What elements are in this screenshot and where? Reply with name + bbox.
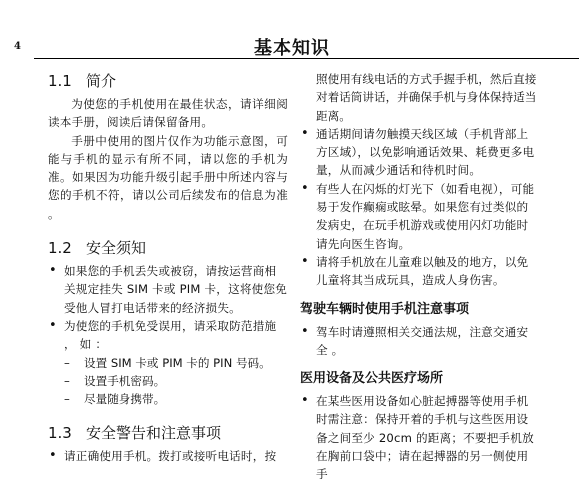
list-item: • 如果您的手机丢失或被窃，请按运营商相关规定挂失 SIM 卡或 PIM 卡，这将使您免受他人冒打电话带来的经济损失。 [48, 262, 288, 317]
section-heading-safety [48, 237, 288, 259]
list-item: • 请将手机放在儿童难以触及的地方，以免儿童将其当成玩具，造成人身伤害。 [300, 253, 537, 290]
right-column [300, 70, 537, 484]
page-title: 基本知识 [254, 38, 330, 59]
warnings-list-continued [300, 125, 537, 290]
section-heading-warnings [48, 422, 288, 444]
sub-list-item: – 设置手机密码。 [48, 372, 288, 390]
medical-list [300, 392, 537, 483]
page-number: 4 [14, 41, 21, 52]
section-title: 安全须知 [86, 239, 147, 258]
intro-paragraph-1: 为使您的手机使用在最佳状态，请详细阅读本手册，阅读后请保留备用。 [48, 97, 288, 130]
sub-list-item: – 设置 SIM 卡或 PIM 卡的 PIN 号码。 [48, 354, 288, 372]
section-number: 1.1 [48, 72, 72, 90]
header-rule [34, 58, 579, 59]
section-number: 1.2 [48, 239, 72, 258]
list-item: • 有些人在闪烁的灯光下（如看电视），可能易于发作癫痫或眩晕。如果您有过类似的发病史，在玩手机游戏或使用闪灯功能时请先向医生咨询。 [300, 180, 537, 253]
section-title: 安全警告和注意事项 [86, 424, 222, 443]
section-heading-intro [48, 70, 288, 92]
list-item: • 为使您的手机免受误用，请采取防范措施 ， 如 ： [48, 317, 288, 354]
left-column [48, 70, 288, 466]
list-item: • 驾车时请遵照相关交通法规，注意交通安全 。 [300, 323, 537, 360]
intro-paragraph-2: 手册中使用的图片仅作为功能示意图，可能与手机的显示有所不同，请以您的手机为准。如果因为功能升级引起手册中所述内容与您的手机不符，请以公司后续发布的信息为准 。 [48, 133, 288, 221]
safety-list [48, 262, 288, 408]
subsection-heading-driving: 驾驶车辆时使用手机注意事项 [300, 301, 470, 317]
warnings-list [48, 447, 288, 465]
section-number: 1.3 [48, 424, 72, 443]
section-title: 简介 [86, 72, 117, 90]
sub-list-item: – 尽量随身携带。 [48, 390, 288, 408]
list-item: • 在某些医用设备如心脏起搏器等使用手机时需注意：保持开着的手机与这些医用设备之间至少 20cm 的距离；不要把手机放在胸前口袋中；请在起搏器的另一侧使用手 [300, 392, 537, 483]
list-item: • 通话期间请勿触摸天线区域（手机背部上方区域），以免影响通话效果、耗费更多电量，从而减少通话和待机时间。 [300, 125, 537, 180]
driving-list [300, 323, 537, 360]
continued-text: 照使用有线电话的方式手握手机，然后直接对着话筒讲话，并确保手机与身体保持适当距离。 [316, 72, 537, 123]
list-item: • 请正确使用手机。拨打或接听电话时，按 [48, 447, 288, 465]
subsection-heading-medical: 医用设备及公共医疗场所 [300, 371, 444, 387]
